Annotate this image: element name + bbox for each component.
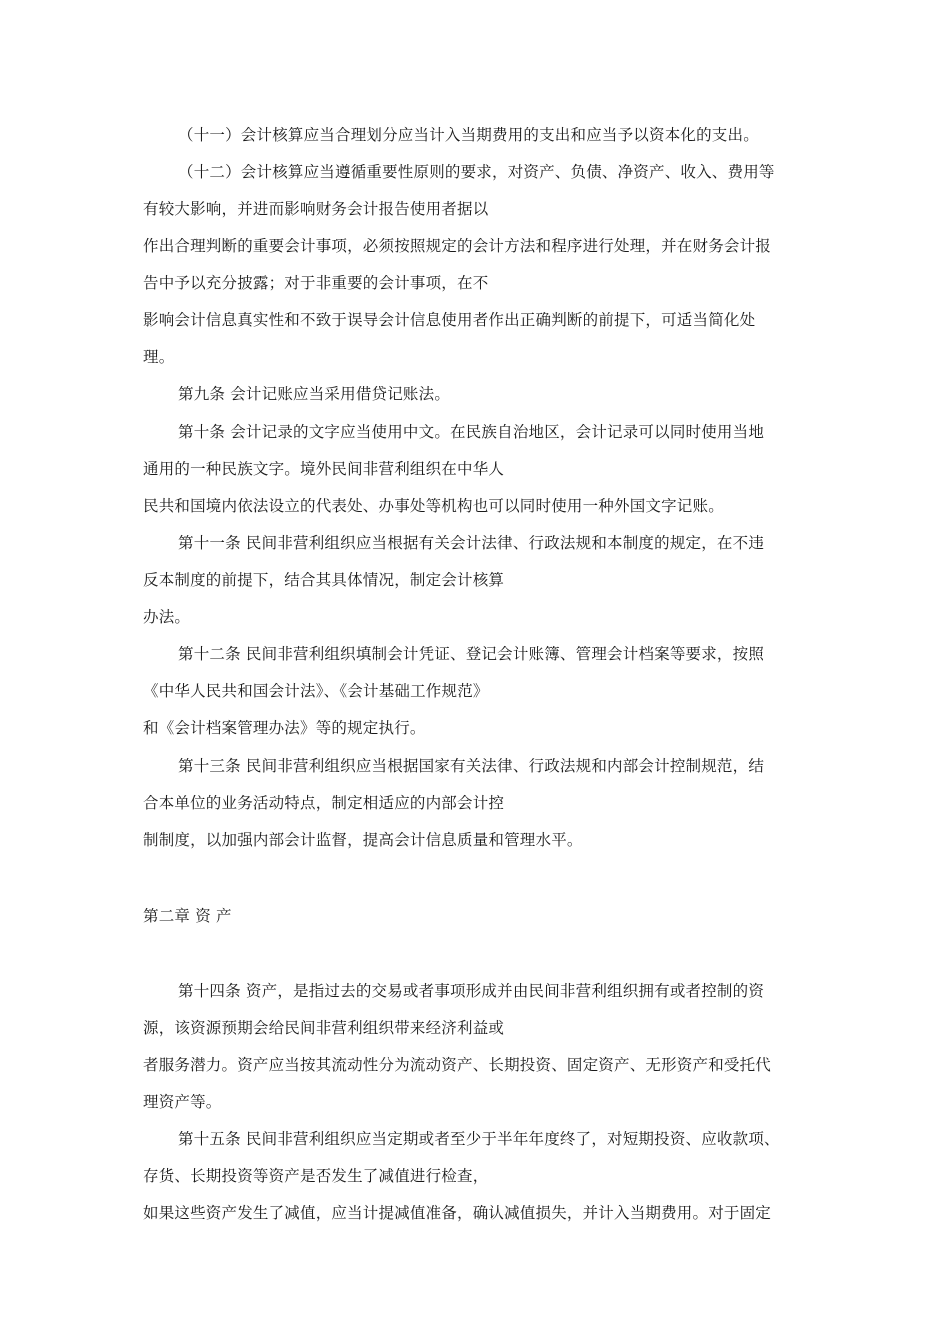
- paragraph-line: 有较大影响，并进而影响财务会计报告使用者据以: [143, 200, 489, 218]
- chapter-heading: 第二章 资 产: [143, 907, 232, 925]
- paragraph-line: 源，该资源预期会给民间非营利组织带来经济利益或: [143, 1019, 505, 1037]
- paragraph-line: 办法。: [143, 608, 191, 626]
- article-9: 第九条 会计记账应当采用借贷记账法。: [178, 385, 451, 403]
- article-11: 第十一条 民间非营利组织应当根据有关会计法律、行政法规和本制度的规定，在不违: [178, 534, 765, 552]
- article-13: 第十三条 民间非营利组织应当根据国家有关法律、行政法规和内部会计控制规范，结: [178, 757, 765, 775]
- paragraph-line: 制制度，以加强内部会计监督，提高会计信息质量和管理水平。: [143, 831, 583, 849]
- paragraph-line: 反本制度的前提下，结合其具体情况，制定会计核算: [143, 571, 505, 589]
- paragraph-line: 合本单位的业务活动特点，制定相适应的内部会计控: [143, 794, 505, 812]
- paragraph-line: 告中予以充分披露；对于非重要的会计事项，在不: [143, 274, 489, 292]
- paragraph-line: 通用的一种民族文字。境外民间非营利组织在中华人: [143, 460, 505, 478]
- paragraph-line: 如果这些资产发生了减值，应当计提减值准备，确认减值损失，并计入当期费用。对于固定: [143, 1204, 772, 1222]
- paragraph-line: 者服务潜力。资产应当按其流动性分为流动资产、长期投资、固定资产、无形资产和受托代: [143, 1056, 772, 1074]
- article-10: 第十条 会计记录的文字应当使用中文。在民族自治地区，会计记录可以同时使用当地: [178, 423, 765, 441]
- paragraph-line: 民共和国境内依法设立的代表处、办事处等机构也可以同时使用一种外国文字记账。: [143, 497, 724, 515]
- article-14: 第十四条 资产，是指过去的交易或者事项形成并由民间非营利组织拥有或者控制的资: [178, 982, 765, 1000]
- paragraph-line: 理。: [143, 348, 175, 366]
- article-15: 第十五条 民间非营利组织应当定期或者至少于半年年度终了，对短期投资、应收款项、: [178, 1130, 780, 1148]
- paragraph-line: 和《会计档案管理办法》等的规定执行。: [143, 719, 426, 737]
- paragraph-line: 影响会计信息真实性和不致于误导会计信息使用者作出正确判断的前提下，可适当简化处: [143, 311, 756, 329]
- paragraph-line: （十一）会计核算应当合理划分应当计入当期费用的支出和应当予以资本化的支出。: [178, 126, 759, 144]
- paragraph-line: 作出合理判断的重要会计事项，必须按照规定的会计方法和程序进行处理，并在财务会计报: [143, 237, 772, 255]
- article-12: 第十二条 民间非营利组织填制会计凭证、登记会计账簿、管理会计档案等要求，按照: [178, 645, 765, 663]
- paragraph-line: 存货、长期投资等资产是否发生了减值进行检查，: [143, 1167, 489, 1185]
- paragraph-line: 《中华人民共和国会计法》、《会计基础工作规范》: [143, 682, 489, 700]
- paragraph-line: 理资产等。: [143, 1093, 222, 1111]
- paragraph-line: （十二）会计核算应当遵循重要性原则的要求，对资产、负债、净资产、收入、费用等: [178, 163, 775, 181]
